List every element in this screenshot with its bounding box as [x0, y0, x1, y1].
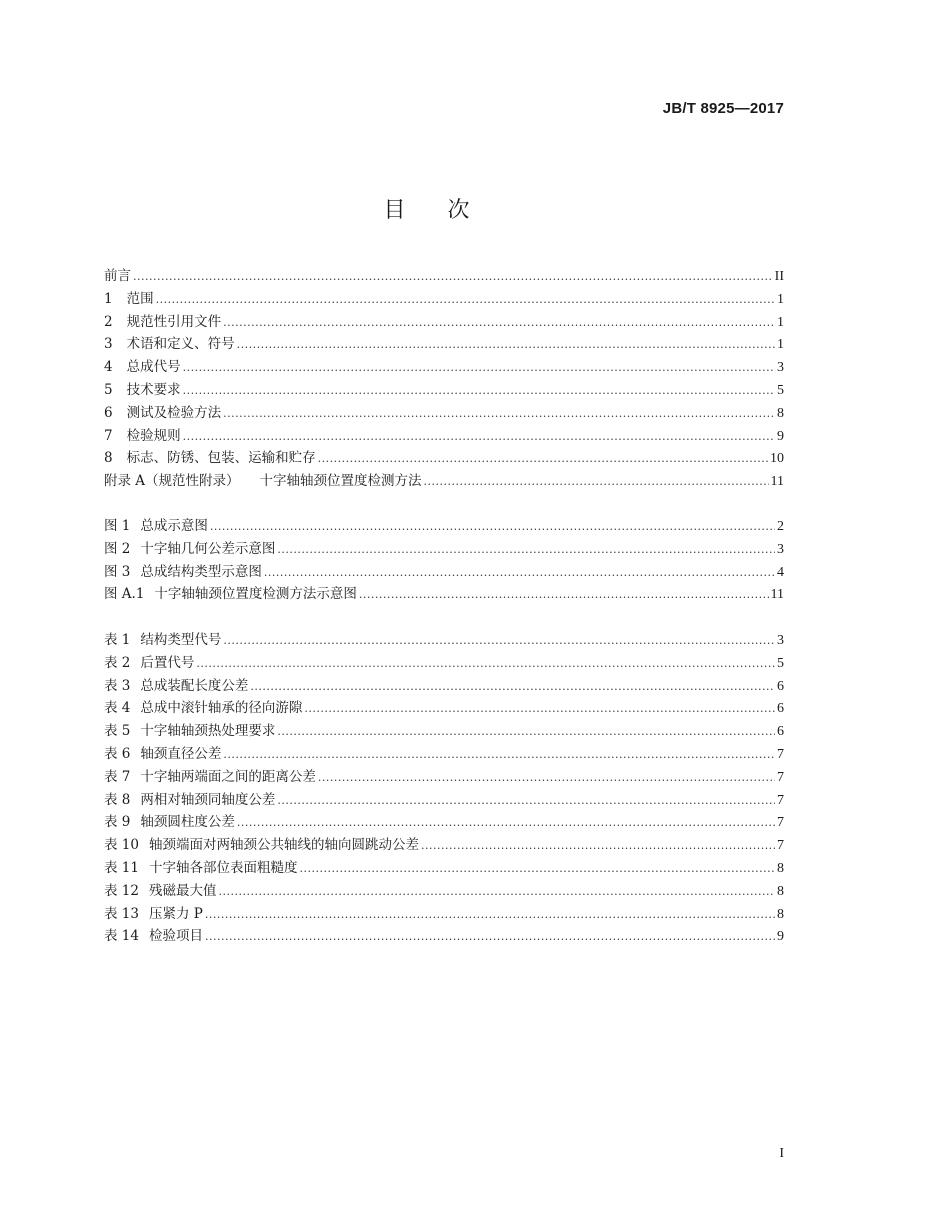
toc-dot-leader	[196, 653, 775, 676]
toc-entry-number: 表 10	[104, 837, 139, 854]
toc-dot-leader	[277, 721, 775, 744]
toc-entry-page: 8	[777, 405, 784, 421]
toc-dot-leader	[210, 516, 775, 539]
toc-entry-page: 7	[777, 838, 784, 854]
page-number: I	[779, 1146, 784, 1161]
toc-entry[interactable]	[104, 789, 784, 812]
toc-entry-page: 11	[770, 474, 784, 490]
toc-entry-page: 9	[777, 428, 784, 444]
toc-entry-page: 7	[777, 792, 784, 808]
toc-entry-number: 2	[104, 313, 113, 330]
toc-dot-leader	[223, 403, 775, 426]
toc-entry-number: 表 9	[104, 814, 131, 831]
toc-entry-title: 总成示意图	[140, 518, 208, 534]
toc-entry[interactable]	[104, 311, 784, 334]
toc-dot-leader	[218, 881, 775, 904]
toc-dot-leader	[250, 676, 775, 699]
toc-entry-page: 1	[777, 337, 784, 353]
toc-entry-number: 表 14	[104, 928, 139, 945]
toc-entry-title: 轴颈直径公差	[140, 745, 222, 762]
toc-entry-title: 总成中滚针轴承的径向游隙	[140, 700, 303, 717]
toc-entry-title: 总成结构类型示意图	[140, 563, 262, 580]
standard-number: JB/T 8925—2017	[662, 100, 784, 117]
toc-entry[interactable]	[104, 379, 784, 402]
toc-entry-page: 7	[777, 769, 784, 785]
toc-entry-title: 十字轴轴颈热处理要求	[140, 723, 276, 740]
toc-dot-leader	[223, 744, 775, 767]
toc-dot-leader	[133, 266, 773, 289]
toc-entry-title: 后置代号	[140, 654, 195, 671]
toc-entry[interactable]	[104, 538, 784, 561]
toc-entry-page: 8	[777, 883, 784, 899]
toc-entry-number: 5	[104, 381, 113, 398]
toc-entry[interactable]	[104, 288, 784, 311]
toc-entry-number: 表 1	[104, 632, 131, 648]
toc-entry[interactable]	[104, 515, 784, 538]
toc-entry[interactable]	[104, 903, 784, 926]
toc-entry-number: 图 2	[104, 540, 131, 557]
toc-entry-title: 十字轴各部位表面粗糙度	[148, 859, 298, 876]
toc-entry-title: 总成代号	[126, 359, 181, 376]
toc-entry-page: 6	[777, 678, 784, 694]
toc-entry-title: 范围	[126, 290, 154, 307]
toc-entry[interactable]	[104, 743, 784, 766]
toc-dot-leader	[421, 835, 775, 858]
toc-entry-page: 5	[777, 655, 784, 671]
toc-entry-number: 表 4	[104, 700, 131, 717]
toc-entry[interactable]	[104, 811, 784, 834]
toc-tables	[104, 629, 784, 948]
toc-entry-number: 3	[104, 336, 113, 353]
toc-dot-leader	[205, 926, 775, 949]
toc-entry[interactable]	[104, 425, 784, 448]
toc-dot-leader	[304, 698, 775, 721]
toc-entry-page: 3	[777, 633, 784, 648]
toc-entry[interactable]	[104, 447, 784, 470]
toc-entry[interactable]	[104, 697, 784, 720]
toc-dot-leader	[237, 812, 775, 835]
toc-entry-number: 表 8	[104, 791, 131, 808]
toc-entry-title: 规范性引用文件	[126, 313, 222, 330]
toc-entry-page: II	[774, 269, 784, 284]
toc-dot-leader	[277, 790, 775, 813]
toc-entry-title: 测试及检验方法	[126, 404, 222, 421]
toc-dot-leader	[318, 767, 775, 790]
toc-entry-title: 前言	[104, 268, 131, 284]
toc-entry-number: 图 3	[104, 563, 131, 580]
toc-dot-leader	[183, 357, 775, 380]
toc-entry[interactable]	[104, 629, 784, 652]
toc-dot-leader	[205, 904, 775, 927]
toc-entry-number: 表 12	[104, 882, 139, 899]
toc-entry-page: 10	[770, 451, 784, 467]
toc-entry[interactable]	[104, 925, 784, 948]
toc-entry-page: 11	[770, 587, 784, 603]
toc-entry-page: 9	[777, 929, 784, 945]
toc-entry-number: 7	[104, 427, 113, 444]
toc-entry-number: 6	[104, 404, 113, 421]
toc-entry[interactable]	[104, 652, 784, 675]
toc-dot-leader	[318, 448, 768, 471]
toc-entry-title: 轴颈圆柱度公差	[140, 814, 235, 831]
toc-dot-leader	[359, 584, 769, 607]
toc-dot-leader	[223, 312, 775, 335]
toc-sections	[104, 265, 784, 493]
toc-entry[interactable]	[104, 583, 784, 606]
toc-entry-number: 表 2	[104, 654, 131, 671]
toc-entry-title: 残磁最大值	[148, 882, 217, 899]
toc-dot-leader	[299, 858, 775, 881]
toc-entry-page: 6	[777, 701, 784, 717]
toc-entry-page: 4	[777, 564, 784, 580]
toc-entry[interactable]	[104, 766, 784, 789]
toc-dot-leader	[183, 426, 775, 449]
toc-entry-page: 5	[777, 382, 784, 398]
toc-entry-title: 技术要求	[126, 381, 181, 398]
toc-entry-number: 表 13	[104, 905, 139, 922]
toc-entry-number: 表 7	[104, 768, 131, 785]
toc-entry[interactable]	[104, 265, 784, 288]
toc-entry-page: 8	[777, 860, 784, 876]
toc-entry-title: 检验项目	[148, 928, 203, 945]
toc-entry-page: 8	[777, 906, 784, 922]
toc-entry-page: 1	[777, 291, 784, 307]
toc-entry-title: 压紧力 P	[148, 905, 203, 922]
toc-entry-title: 轴颈端面对两轴颈公共轴线的轴向圆跳动公差	[148, 837, 419, 854]
toc-entry-page: 7	[777, 746, 784, 762]
toc-entry-number: 1	[104, 290, 113, 307]
toc-entry-title: 结构类型代号	[140, 632, 222, 648]
toc-entry[interactable]	[104, 333, 784, 356]
toc-entry-page: 7	[777, 815, 784, 831]
toc-entry-page: 2	[777, 519, 784, 534]
toc-entry-number: 表 5	[104, 723, 131, 740]
toc-entry-number: 附录 A（规范性附录）	[104, 473, 240, 490]
toc-entry-title: 十字轴两端面之间的距离公差	[140, 768, 316, 785]
toc-entry-page: 1	[777, 314, 784, 330]
toc-entry[interactable]	[104, 880, 784, 903]
toc-entry-title: 十字轴几何公差示意图	[140, 540, 276, 557]
toc-entry-title: 十字轴轴颈位置度检测方法示意图	[154, 586, 357, 603]
toc-entry-page: 6	[777, 724, 784, 740]
toc-entry[interactable]	[104, 402, 784, 425]
page-title: 目次	[383, 198, 512, 223]
toc-entry[interactable]	[104, 857, 784, 880]
toc-entry-page: 3	[777, 360, 784, 376]
toc-entry[interactable]	[104, 561, 784, 584]
toc-dot-leader	[223, 630, 775, 653]
toc-entry[interactable]	[104, 720, 784, 743]
toc-entry-title: 术语和定义、符号	[126, 336, 235, 353]
toc-dot-leader	[183, 380, 775, 403]
toc-entry[interactable]	[104, 470, 784, 493]
toc-entry[interactable]	[104, 675, 784, 698]
toc-dot-leader	[277, 539, 775, 562]
toc-dot-leader	[264, 562, 775, 585]
toc-entry-title: 十字轴轴颈位置度检测方法	[259, 473, 422, 490]
toc-figures	[104, 515, 784, 606]
toc-entry-number: 图 A.1	[104, 586, 145, 603]
toc-entry[interactable]	[104, 356, 784, 379]
toc-dot-leader	[156, 289, 775, 312]
toc-dot-leader	[237, 334, 775, 357]
toc-entry-number: 4	[104, 359, 113, 376]
toc-entry-title: 标志、防锈、包装、运输和贮存	[126, 450, 316, 467]
toc-dot-leader	[424, 471, 769, 494]
toc-entry-number: 表 11	[104, 859, 139, 876]
toc-entry-page: 3	[777, 541, 784, 557]
toc-entry-number: 8	[104, 450, 113, 467]
toc-entry[interactable]	[104, 834, 784, 857]
toc-entry-title: 检验规则	[126, 427, 181, 444]
toc-entry-number: 表 3	[104, 677, 131, 694]
toc-entry-number: 图 1	[104, 518, 131, 534]
toc-entry-title: 两相对轴颈同轴度公差	[140, 791, 276, 808]
toc-entry-title: 总成装配长度公差	[140, 677, 249, 694]
toc-entry-number: 表 6	[104, 745, 131, 762]
